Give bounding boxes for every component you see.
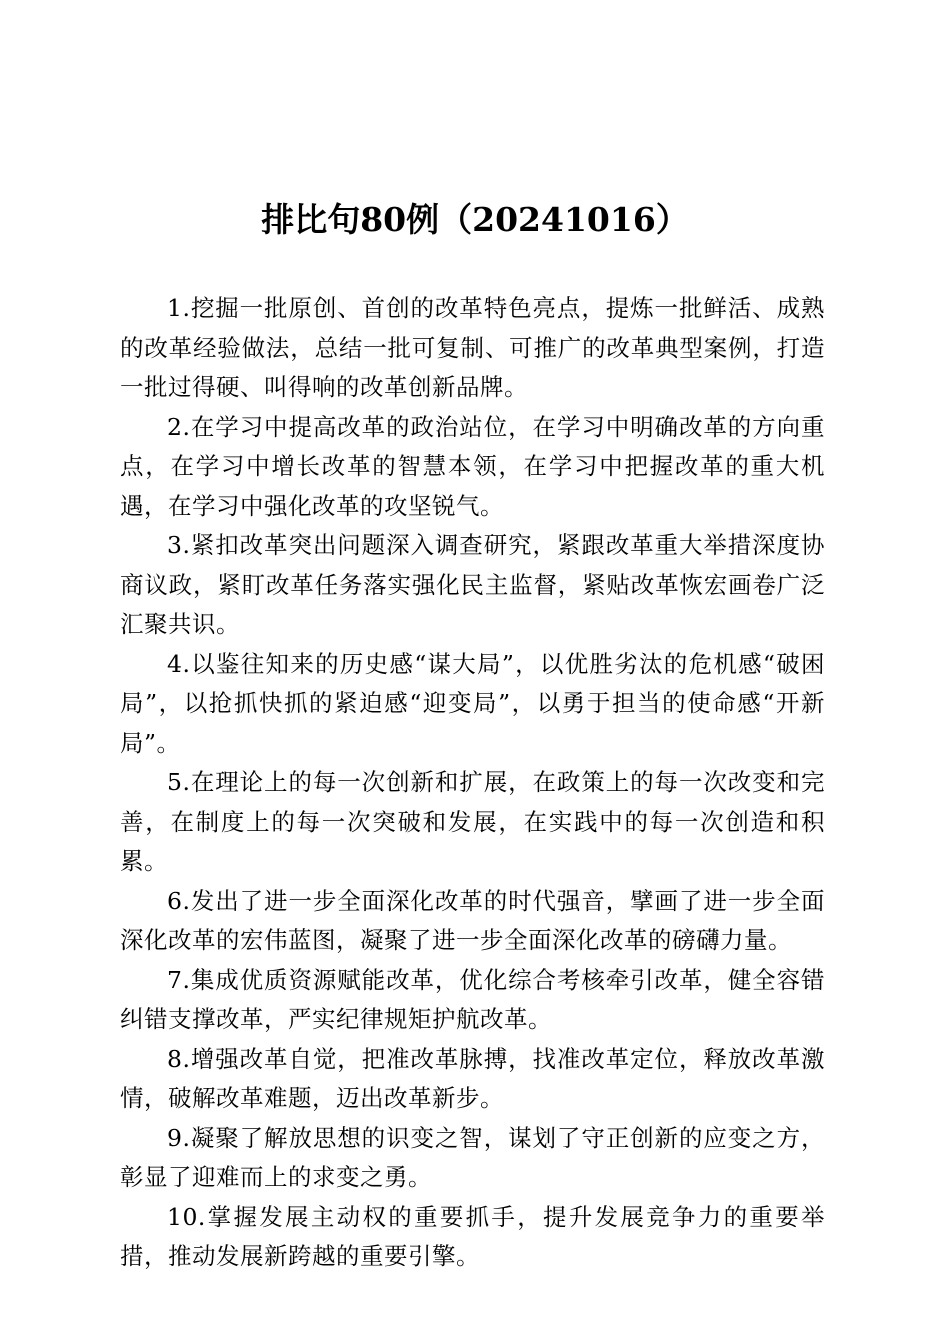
paragraph-2: 2.在学习中提高改革的政治站位，在学习中明确改革的方向重点，在学习中增长改革的智慧本领，在学习中把握改革的重大机遇，在学习中强化改革的攻坚锐气。 [120, 412, 825, 520]
paragraph-8: 8.增强改革自觉，把准改革脉搏，找准改革定位，释放改革激情，破解改革难题，迈出改革新步。 [120, 1044, 825, 1112]
document-title: 排比句80例（20241016） [261, 200, 689, 239]
paragraph-7: 7.集成优质资源赋能改革，优化综合考核牵引改革，健全容错纠错支撑改革，严实纪律规矩护航改革。 [120, 965, 825, 1033]
paragraph-9: 9.凝聚了解放思想的识变之智，谋划了守正创新的应变之方，彰显了迎难而上的求变之勇。 [120, 1123, 825, 1191]
paragraph-5: 5.在理论上的每一次创新和扩展，在政策上的每一次改变和完善，在制度上的每一次突破和发展，在实践中的每一次创造和积累。 [120, 768, 825, 875]
paragraph-6: 6.发出了进一步全面深化改革的时代强音，擘画了进一步全面深化改革的宏伟蓝图，凝聚了进一步全面深化改革的磅礴力量。 [120, 886, 825, 954]
paragraph-10: 10.掌握发展主动权的重要抓手，提升发展竞争力的重要举措，推动发展新跨越的重要引擎。 [120, 1202, 825, 1270]
paragraph-3: 3.紧扣改革突出问题深入调查研究，紧跟改革重大举措深度协商议政，紧盯改革任务落实强化民主监督，紧贴改革恢宏画卷广泛汇聚共识。 [120, 531, 825, 638]
document-body [120, 289, 825, 1277]
paragraph-1: 1.挖掘一批原创、首创的改革特色亮点，提炼一批鲜活、成熟的改革经验做法，总结一批可复制、可推广的改革典型案例，打造一批过得硬、叫得响的改革创新品牌。 [120, 294, 825, 401]
paragraph-4: 4.以鉴往知来的历史感“谋大局”，以优胜劣汰的危机感“破困局”，以抢抓快抓的紧迫感“迎变局”，以勇于担当的使命感“开新局”。 [120, 649, 825, 757]
